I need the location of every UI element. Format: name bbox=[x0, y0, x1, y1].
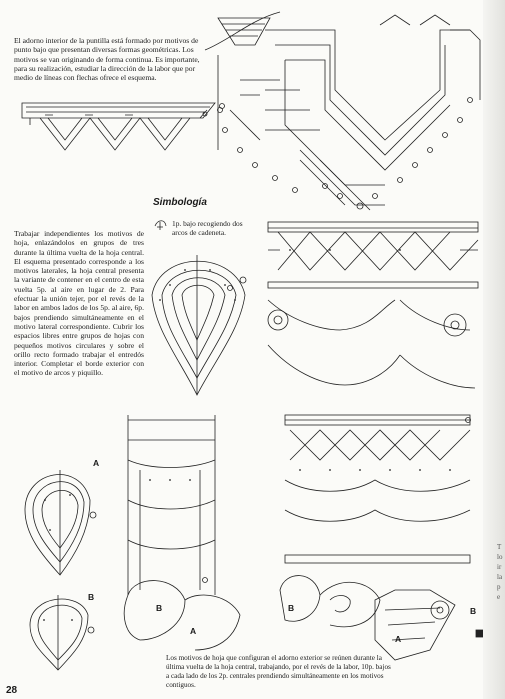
symbol-glyph bbox=[155, 221, 166, 230]
edge-text: ir bbox=[497, 563, 502, 571]
label-a-left: A bbox=[93, 458, 100, 468]
edge-text: T bbox=[497, 543, 502, 551]
geometric-motif-chart bbox=[205, 12, 480, 210]
edge-text: e bbox=[497, 593, 501, 601]
label-b-chart-right-2: B bbox=[470, 606, 477, 616]
leaf-motif-chart bbox=[152, 255, 246, 395]
label-b-left: B bbox=[88, 592, 95, 602]
leaf-b-chart bbox=[30, 595, 94, 670]
simbologia-heading: Simbología bbox=[153, 197, 207, 208]
label-b-chart-right: B bbox=[288, 603, 295, 613]
facing-page-edge bbox=[483, 0, 505, 699]
simbologia-description: 1p. bajo recogiendo dos arcos de cadeneta. bbox=[172, 219, 243, 237]
label-b-chart-left: B bbox=[156, 603, 163, 613]
intro-paragraph: El adorno interior de la puntilla está formado por motivos de punto bajo que presentan diversas formas geométricas. Los motivos se van originando de forma continua. Es importante, para su realización, estudiar la dirección de la labor que por medio de líneas con flechas ofrece el esquema. bbox=[14, 36, 200, 83]
leaf-instructions-paragraph: Trabajar independientes los motivos de hoja, enlazándolos en grupos de tres durante la última vuelta de la hoja central. El esquema presentado corresponde a los motivos laterales, la hoja central presenta la variante de contener en el centro de esta vuelta 5p. al aire en lugar de 2. Para efectuar la unión tejer, por el revés de la labor en ambos lados de los 5p. al aire, 6p. bajos prendiendo simultáneamente en el motivo lateral correspondiente. Cubrir los espacios libres entre grupos de hojas con pequeños motivos circulares y sobre el orillo recto formado trabajar el entredós interior. Completar el borde exterior con el motivo de arcos y piquillo. bbox=[14, 229, 144, 378]
leaf-a-chart bbox=[25, 470, 96, 575]
edge-text: lo bbox=[497, 553, 503, 561]
zigzag-band-chart bbox=[22, 103, 225, 150]
lace-chart-lower-right bbox=[280, 415, 483, 660]
bottom-instructions-paragraph: Los motivos de hoja que configuran el adorno exterior se reúnen durante la última vuelta de la hoja central, trabajando, por el revés de la labor, 10p. bajos a cada lado de los 2p. centrales prendiendo simultáneamente en los motivos contiguos. bbox=[166, 654, 391, 689]
label-a-chart-right: A bbox=[395, 634, 402, 644]
lace-chart-lower-left bbox=[124, 415, 240, 650]
lace-band-upper bbox=[268, 222, 478, 388]
edge-text: la bbox=[497, 573, 503, 581]
label-a-chart-left: A bbox=[190, 626, 197, 636]
edge-text: p bbox=[497, 583, 501, 591]
page-number: 28 bbox=[6, 685, 18, 696]
